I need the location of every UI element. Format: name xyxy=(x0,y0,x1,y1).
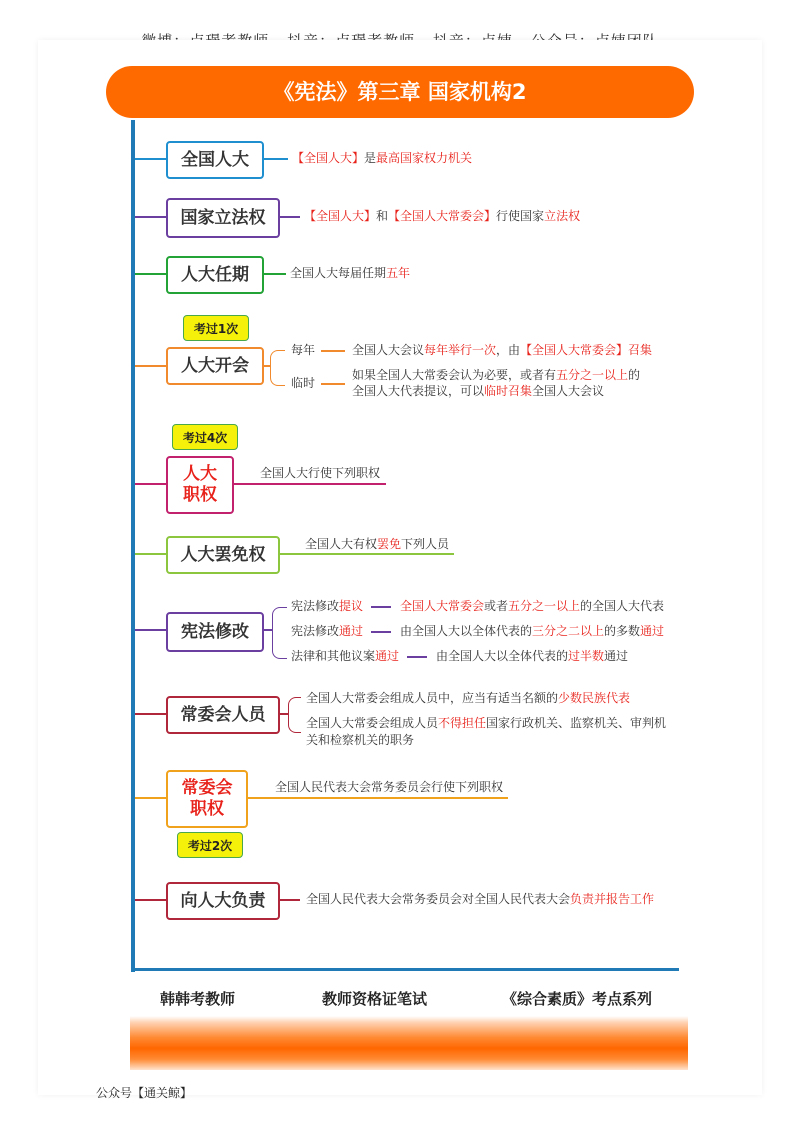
connector xyxy=(371,606,391,608)
node-lifaquan-desc xyxy=(304,208,580,224)
changweihui-row2a xyxy=(306,715,666,731)
plain-text: 全国人大有权 xyxy=(305,537,378,551)
highlight-text: 最高国家权力机关 xyxy=(376,151,473,165)
highlight-text: 负责并报告工作 xyxy=(570,892,655,906)
plain-text: 的多数 xyxy=(604,624,641,638)
mindmap-spine-bottom xyxy=(131,968,679,971)
plain-text: 全国人大会议 xyxy=(532,384,605,398)
highlight-text: 立法权 xyxy=(544,209,581,223)
connector xyxy=(321,383,345,385)
highlight-text: 少数民族代表 xyxy=(558,691,631,705)
plain-text: ，由 xyxy=(496,343,521,357)
connector xyxy=(135,273,167,275)
node-renda-zhiquan-line1: 人大 xyxy=(183,464,217,484)
sub-linshi-desc-1 xyxy=(352,367,640,383)
node-bamian: 人大罢免权 xyxy=(166,536,280,574)
bracket xyxy=(288,697,301,733)
node-changweihui-zhiquan-line1: 常委会 xyxy=(181,778,233,798)
node-changweihui-renyuan: 常委会人员 xyxy=(166,696,280,734)
highlight-text: 临时召集 xyxy=(484,384,533,398)
highlight-text: 五分之一以上 xyxy=(556,368,629,382)
sub-meinian: 每年 xyxy=(291,343,316,357)
plain-text: 全国人大代表提议，可以 xyxy=(352,384,485,398)
plain-text: 宪法修改 xyxy=(291,599,340,613)
connector xyxy=(262,365,271,367)
node-renqi-desc xyxy=(290,265,410,281)
node-quanguorenda: 全国人大 xyxy=(166,141,264,179)
content-card xyxy=(38,40,762,1095)
connector xyxy=(371,631,391,633)
plain-text: 由全国人大以全体代表的 xyxy=(400,624,533,638)
plain-text: 全国人民代表大会常务委员会行使下列职权 xyxy=(275,780,504,794)
highlight-text: 【全国人大】 xyxy=(292,151,365,165)
highlight-text: 过半数 xyxy=(568,649,605,663)
plain-text: 的 xyxy=(628,368,641,382)
plain-text: 法律和其他议案 xyxy=(291,649,376,663)
highlight-text: 通过 xyxy=(339,624,364,638)
highlight-text: 三分之二以上 xyxy=(532,624,605,638)
footer-left: 韩韩考教师 xyxy=(160,990,236,1008)
highlight-text: 【全国人大常委会】 xyxy=(388,209,497,223)
highlight-text: 每年举行一次 xyxy=(424,343,497,357)
highlight-text: 五分之一以上 xyxy=(508,599,581,613)
page-title: 《宪法》第三章 国家机构2 xyxy=(106,66,694,118)
connector xyxy=(321,350,345,352)
connector xyxy=(278,216,300,218)
badge-kaoguo-4: 考过4次 xyxy=(172,424,238,450)
xiugai-row1-a xyxy=(291,598,363,614)
plain-text: 全国人民代表大会常务委员会对全国人民代表大会 xyxy=(306,892,571,906)
footer-center: 教师资格证笔试 xyxy=(322,990,428,1008)
highlight-text: 【全国人大】 xyxy=(304,209,377,223)
sub-linshi-desc-2 xyxy=(352,383,604,399)
connector xyxy=(135,553,167,555)
badge-kaoguo-1: 考过1次 xyxy=(183,315,249,341)
highlight-text: 通过 xyxy=(640,624,665,638)
node-changweihui-zhiquan-line2: 职权 xyxy=(190,799,224,819)
plain-text: 的全国人大代表 xyxy=(580,599,665,613)
connector xyxy=(135,713,167,715)
node-lifaquan: 国家立法权 xyxy=(166,198,280,238)
connector xyxy=(135,483,167,485)
bracket xyxy=(272,607,287,659)
xiugai-row1-b xyxy=(400,598,664,614)
node-quanguorenda-desc xyxy=(292,150,472,166)
mindmap-spine xyxy=(131,120,135,972)
connector xyxy=(278,713,288,715)
plain-text: 全国人大会议 xyxy=(352,343,425,357)
bottom-caption: 公众号【通关鲸】 xyxy=(96,1086,193,1100)
connector xyxy=(135,797,167,799)
changweihui-row2b xyxy=(306,732,414,748)
plain-text: 如果全国人大常委会认为必要，或者有 xyxy=(352,368,557,382)
highlight-text: 通过 xyxy=(375,649,400,663)
badge-kaoguo-2: 考过2次 xyxy=(177,832,243,858)
connector xyxy=(278,553,454,555)
connector xyxy=(246,797,508,799)
plain-text: 和 xyxy=(376,209,389,223)
plain-text: 关和检察机关的职务 xyxy=(306,733,415,747)
changweihui-row1 xyxy=(306,690,630,706)
node-changweihui-zhiquan-desc xyxy=(275,779,503,795)
bracket xyxy=(270,350,285,386)
node-xianfa-xiugai: 宪法修改 xyxy=(166,612,264,652)
plain-text: 全国人大常委会组成人员 xyxy=(306,716,439,730)
connector xyxy=(135,158,167,160)
node-changweihui-zhiquan xyxy=(166,770,248,828)
plain-text: 或者 xyxy=(484,599,509,613)
plain-text: 全国人大常委会组成人员中，应当有适当名额的 xyxy=(306,691,559,705)
node-fuze: 向人大负责 xyxy=(166,882,280,920)
plain-text: 下列人员 xyxy=(401,537,450,551)
connector xyxy=(135,899,167,901)
plain-text: 通过 xyxy=(604,649,629,663)
plain-text: 全国人大行使下列职权 xyxy=(260,466,381,480)
connector xyxy=(262,273,286,275)
connector xyxy=(407,656,427,658)
connector xyxy=(262,158,288,160)
plain-text: 全国人大每届任期 xyxy=(290,266,387,280)
xiugai-row3-b xyxy=(436,648,628,664)
footer-right: 《综合素质》考点系列 xyxy=(502,990,653,1008)
connector xyxy=(135,629,167,631)
xiugai-row3-a xyxy=(291,648,399,664)
plain-text: 国家行政机关、监察机关、审判机 xyxy=(486,716,667,730)
node-fuze-desc xyxy=(306,891,654,907)
node-bamian-desc xyxy=(305,536,449,552)
connector xyxy=(135,216,167,218)
node-kaihui: 人大开会 xyxy=(166,347,264,385)
highlight-text: 五年 xyxy=(386,266,411,280)
xiugai-row2-b xyxy=(400,623,664,639)
highlight-text: 罢免 xyxy=(377,537,402,551)
node-renda-zhiquan xyxy=(166,456,234,514)
highlight-text: 提议 xyxy=(339,599,364,613)
plain-text: 是 xyxy=(364,151,377,165)
highlight-text: 全国人大常委会 xyxy=(400,599,485,613)
plain-text: 宪法修改 xyxy=(291,624,340,638)
sub-linshi: 临时 xyxy=(291,376,316,390)
node-renqi: 人大任期 xyxy=(166,256,264,294)
connector xyxy=(232,483,386,485)
highlight-text: 不得担任 xyxy=(438,716,487,730)
plain-text: 由全国人大以全体代表的 xyxy=(436,649,569,663)
bottom-gradient-band xyxy=(130,1016,688,1070)
connector xyxy=(135,365,167,367)
sub-meinian-desc xyxy=(352,342,652,358)
connector xyxy=(278,899,300,901)
highlight-text: 【全国人大常委会】召集 xyxy=(520,343,653,357)
node-renda-zhiquan-desc xyxy=(260,465,380,481)
node-renda-zhiquan-line2: 职权 xyxy=(183,485,217,505)
plain-text: 行使国家 xyxy=(496,209,545,223)
xiugai-row2-a xyxy=(291,623,363,639)
